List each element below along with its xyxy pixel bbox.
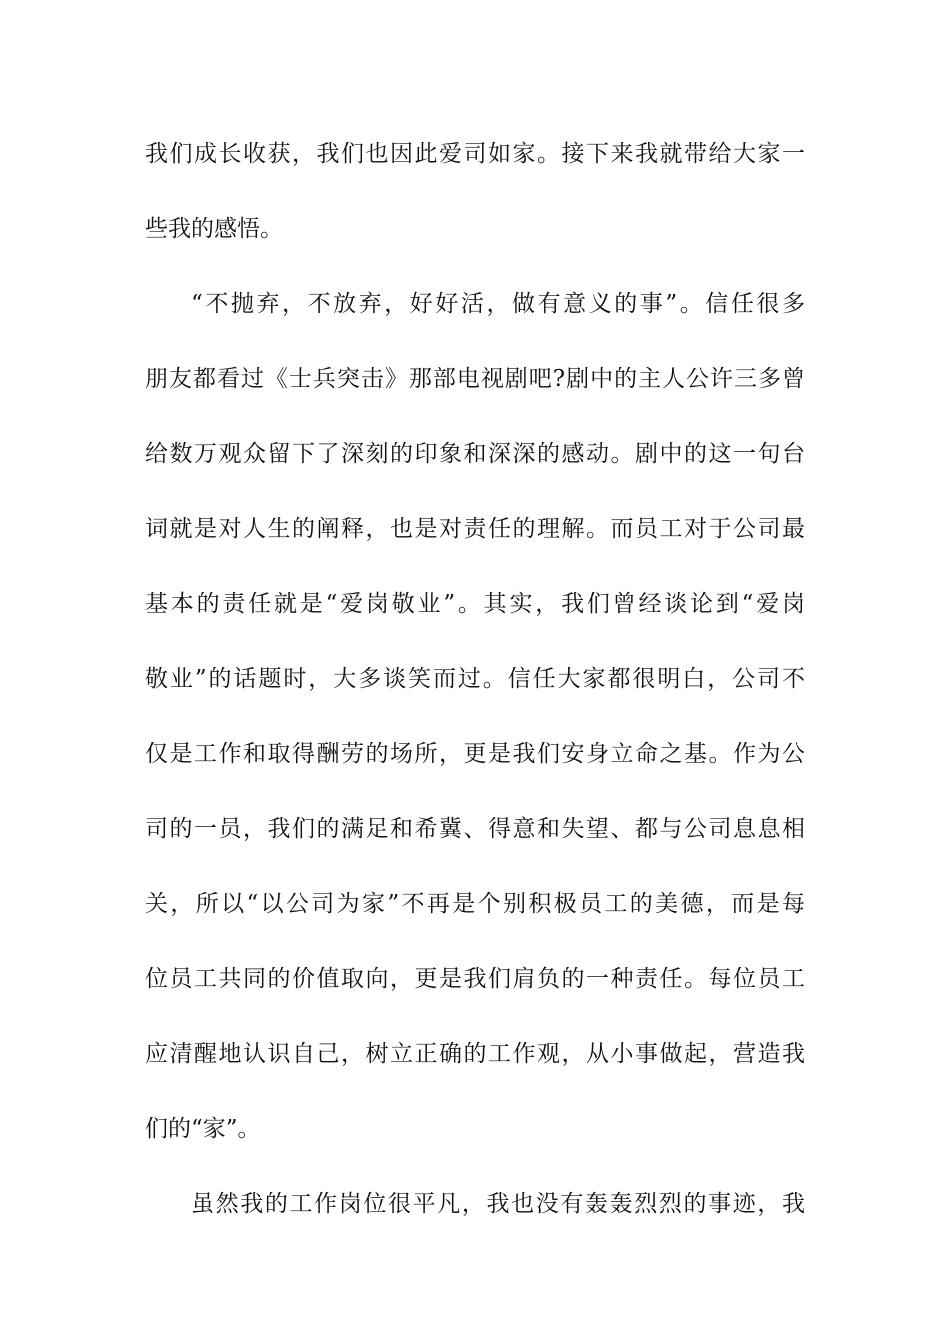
paragraph-line: 基本的责任就是“爱岗敬业”。其实，我们曾经谈论到“爱岗 [145,591,805,617]
paragraph-line: 朋友都看过《士兵突击》那部电视剧吧?剧中的主人公许三多曾 [145,366,805,392]
paragraph-line: 我们成长收获，我们也因此爱司如家。接下来我就带给大家一 [145,141,805,167]
paragraph-line: 们的“家”。 [145,1116,261,1142]
paragraph-line: 给数万观众留下了深刻的印象和深深的感动。剧中的这一句台 [145,441,805,467]
paragraph-line: 应清醒地认识自己，树立正确的工作观，从小事做起，营造我 [145,1041,805,1067]
paragraph-line: 司的一员，我们的满足和希冀、得意和失望、都与公司息息相 [145,816,805,842]
paragraph-line: 敬业”的话题时，大多谈笑而过。信任大家都很明白，公司不 [145,666,805,692]
paragraph-line: 词就是对人生的阐释，也是对责任的理解。而员工对于公司最 [145,516,805,542]
paragraph-line: 虽然我的工作岗位很平凡，我也没有轰轰烈烈的事迹，我 [191,1191,805,1217]
paragraph-line: 关，所以“以公司为家”不再是个别积极员工的美德，而是每 [145,891,805,917]
paragraph-line: 位员工共同的价值取向，更是我们肩负的一种责任。每位员工 [145,966,805,992]
paragraph-line: 仅是工作和取得酬劳的场所，更是我们安身立命之基。作为公 [145,741,805,767]
paragraph-line: “不抛弃，不放弃，好好活，做有意义的事”。信任很多 [191,291,805,317]
paragraph-line: 些我的感悟。 [145,216,283,242]
